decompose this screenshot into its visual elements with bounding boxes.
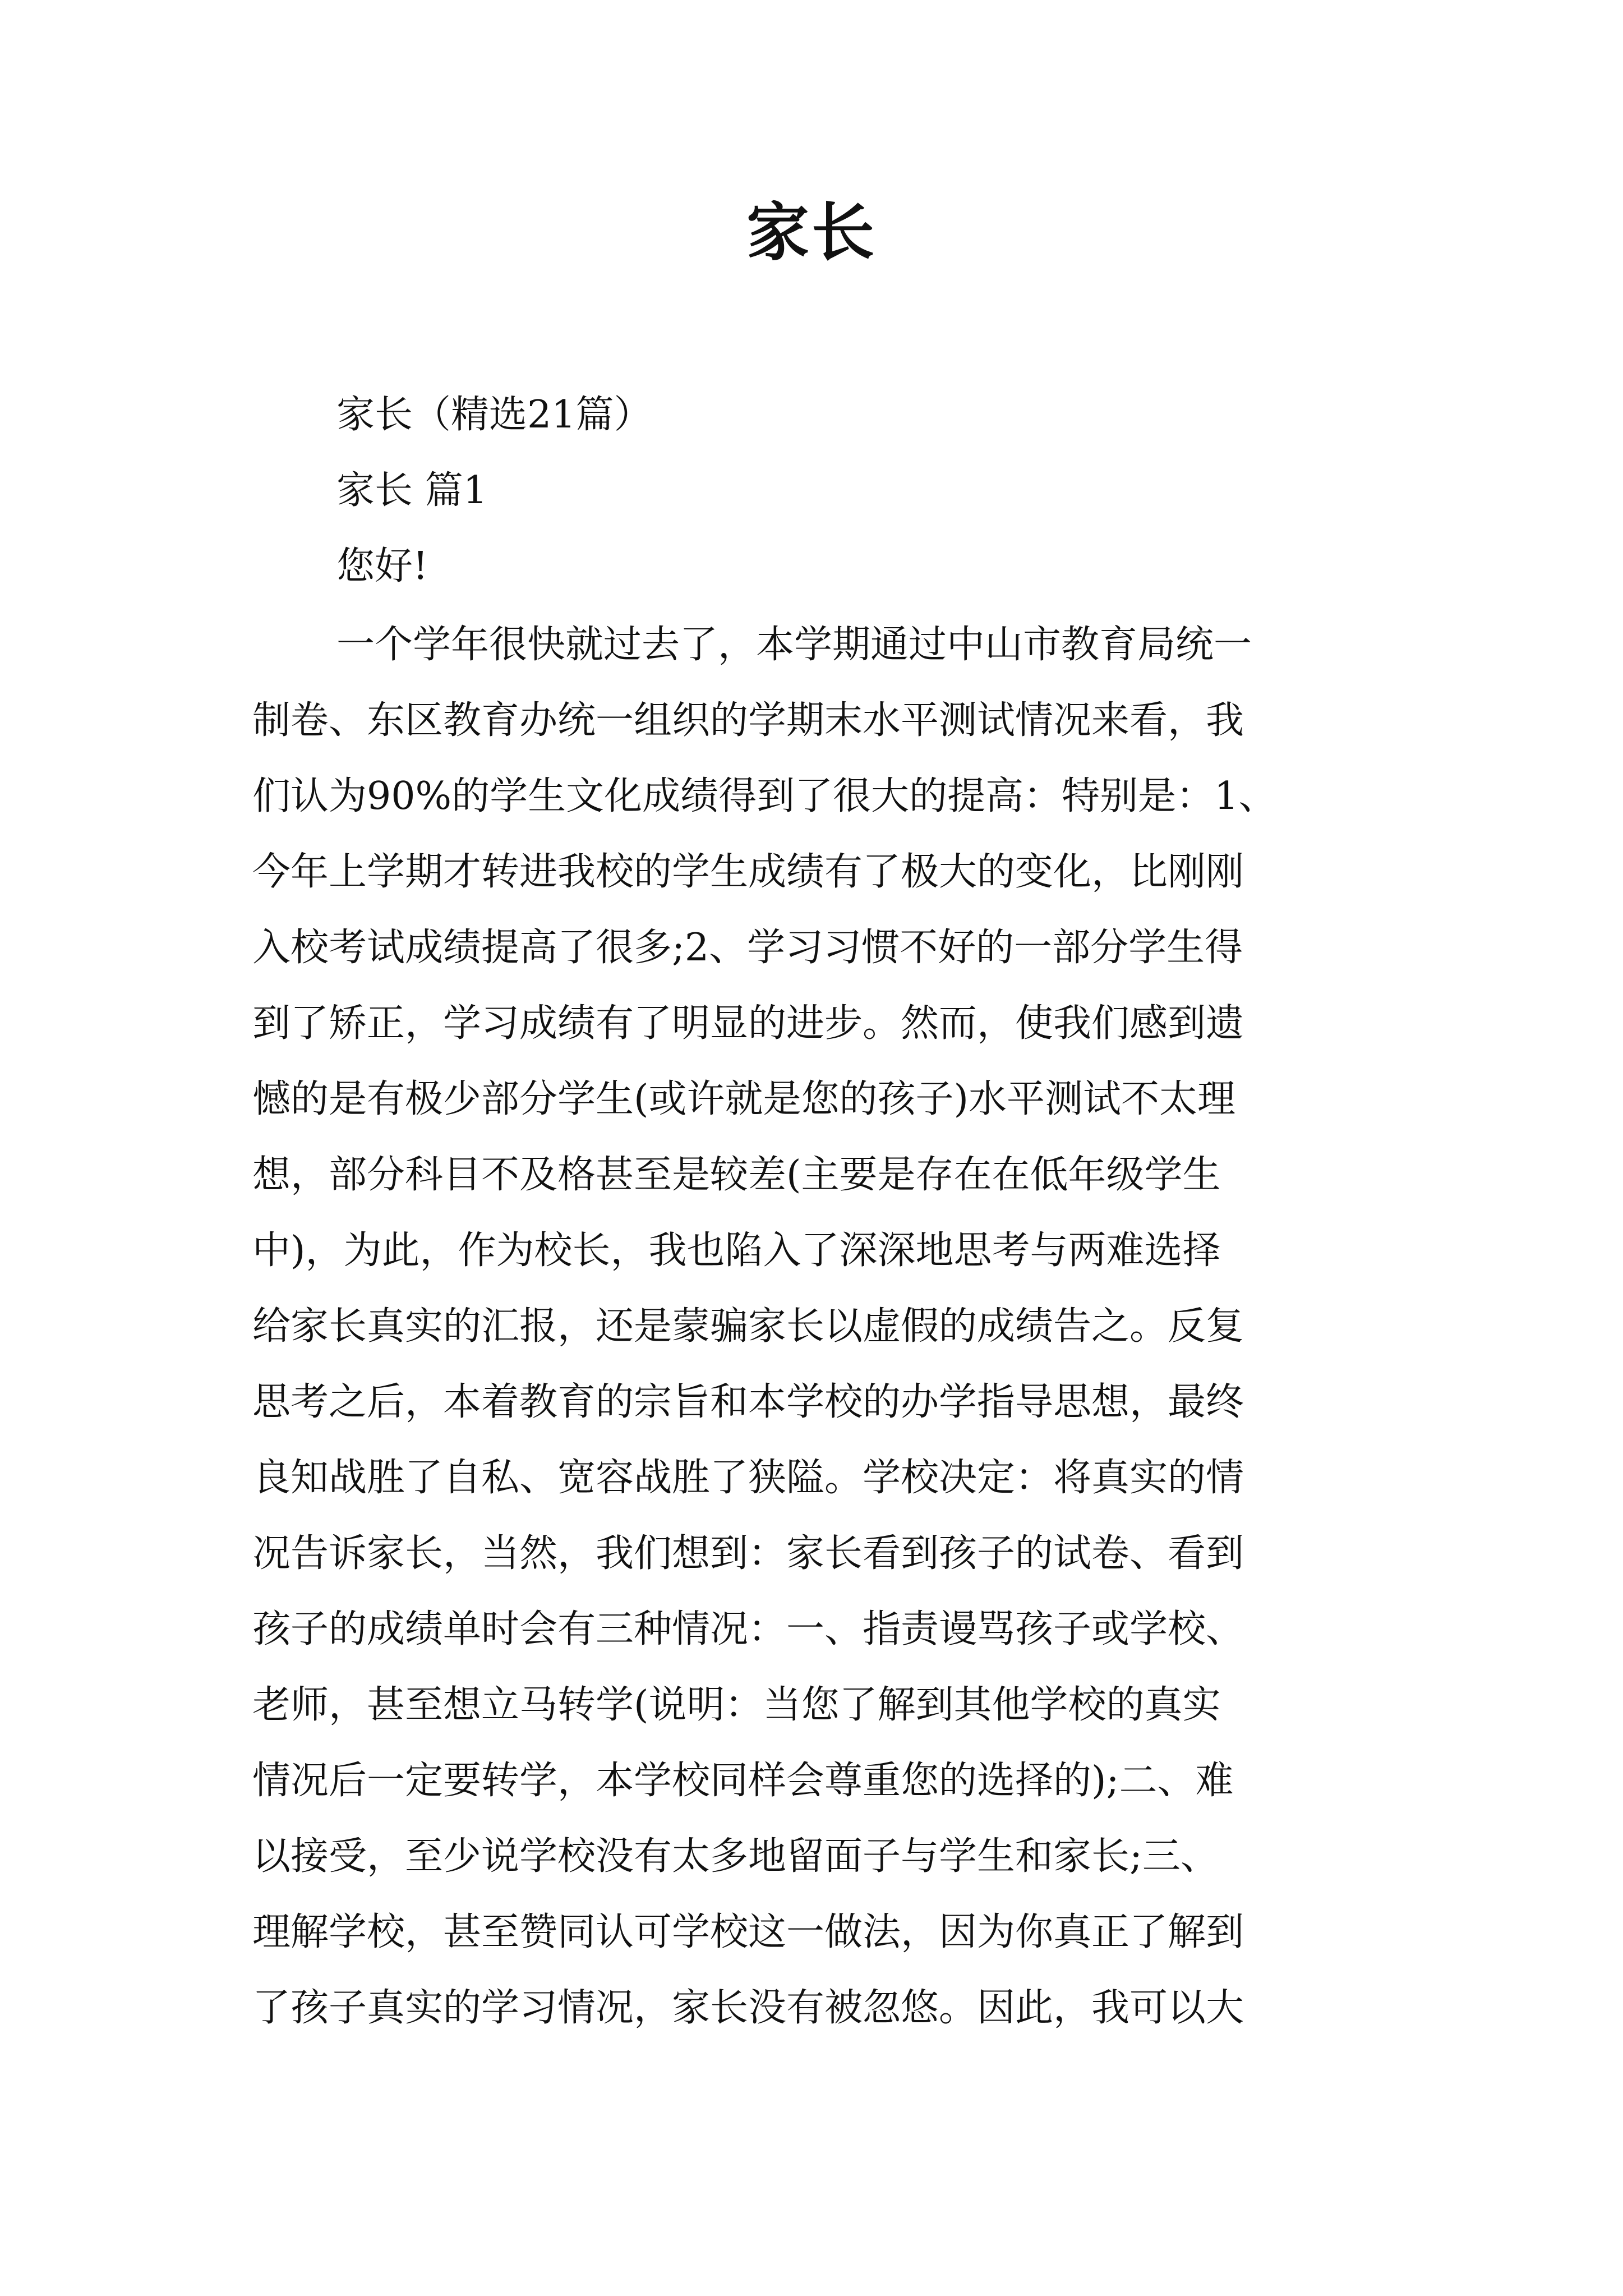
paragraph-line: 老师，甚至想立马转学(说明：当您了解到其他学校的真实 [252,1683,1221,1727]
paragraph-line: 们认为90%的学生文化成绩得到了很大的提高：特别是：1、 [252,774,1277,818]
paragraph-line: 憾的是有极少部分学生(或许就是您的孩子)水平测试不太理 [252,1077,1236,1121]
paragraph-line: 一个学年很快就过去了，本学期通过中山市教育局统一 [336,623,1252,667]
paragraph-line: 况告诉家长，当然，我们想到：家长看到孩子的试卷、看到 [252,1531,1244,1576]
document-title: 家长 [746,196,877,269]
document-subtitle: 家长（精选21篇） [336,393,652,437]
paragraph-line: 思考之后，本着教育的宗旨和本学校的办学指导思想，最终 [252,1380,1244,1424]
paragraph-line: 到了矫正，学习成绩有了明显的进步。然而，使我们感到遗 [252,1001,1244,1046]
section-heading: 家长 篇1 [336,468,487,513]
paragraph-line: 了孩子真实的学习情况，家长没有被忽悠。因此，我可以大 [252,1986,1244,2030]
paragraph-line: 孩子的成绩单时会有三种情况：一、指责谩骂孩子或学校、 [252,1607,1244,1651]
paragraph-line: 以接受，至少说学校没有太多地留面子与学生和家长;三、 [252,1834,1219,1879]
paragraph-line: 今年上学期才转进我校的学生成绩有了极大的变化，比刚刚 [252,850,1244,894]
paragraph-line: 情况后一定要转学，本学校同样会尊重您的选择的);二、难 [252,1759,1234,1803]
paragraph-line: 想，部分科目不及格甚至是较差(主要是存在在低年级学生 [252,1153,1221,1197]
paragraph-line: 理解学校，甚至赞同认可学校这一做法，因为你真正了解到 [252,1910,1244,1954]
paragraph-line: 入校考试成绩提高了很多;2、学习习惯不好的一部分学生得 [252,926,1243,970]
greeting: 您好! [336,544,428,588]
paragraph-line: 良知战胜了自私、宽容战胜了狭隘。学校决定：将真实的情 [252,1456,1244,1500]
paragraph-line: 中)，为此，作为校长，我也陷入了深深地思考与两难选择 [252,1228,1221,1273]
paragraph-line: 给家长真实的汇报，还是蒙骗家长以虚假的成绩告之。反复 [252,1304,1244,1349]
paragraph-line: 制卷、东区教育办统一组织的学期末水平测试情况来看，我 [252,698,1244,743]
